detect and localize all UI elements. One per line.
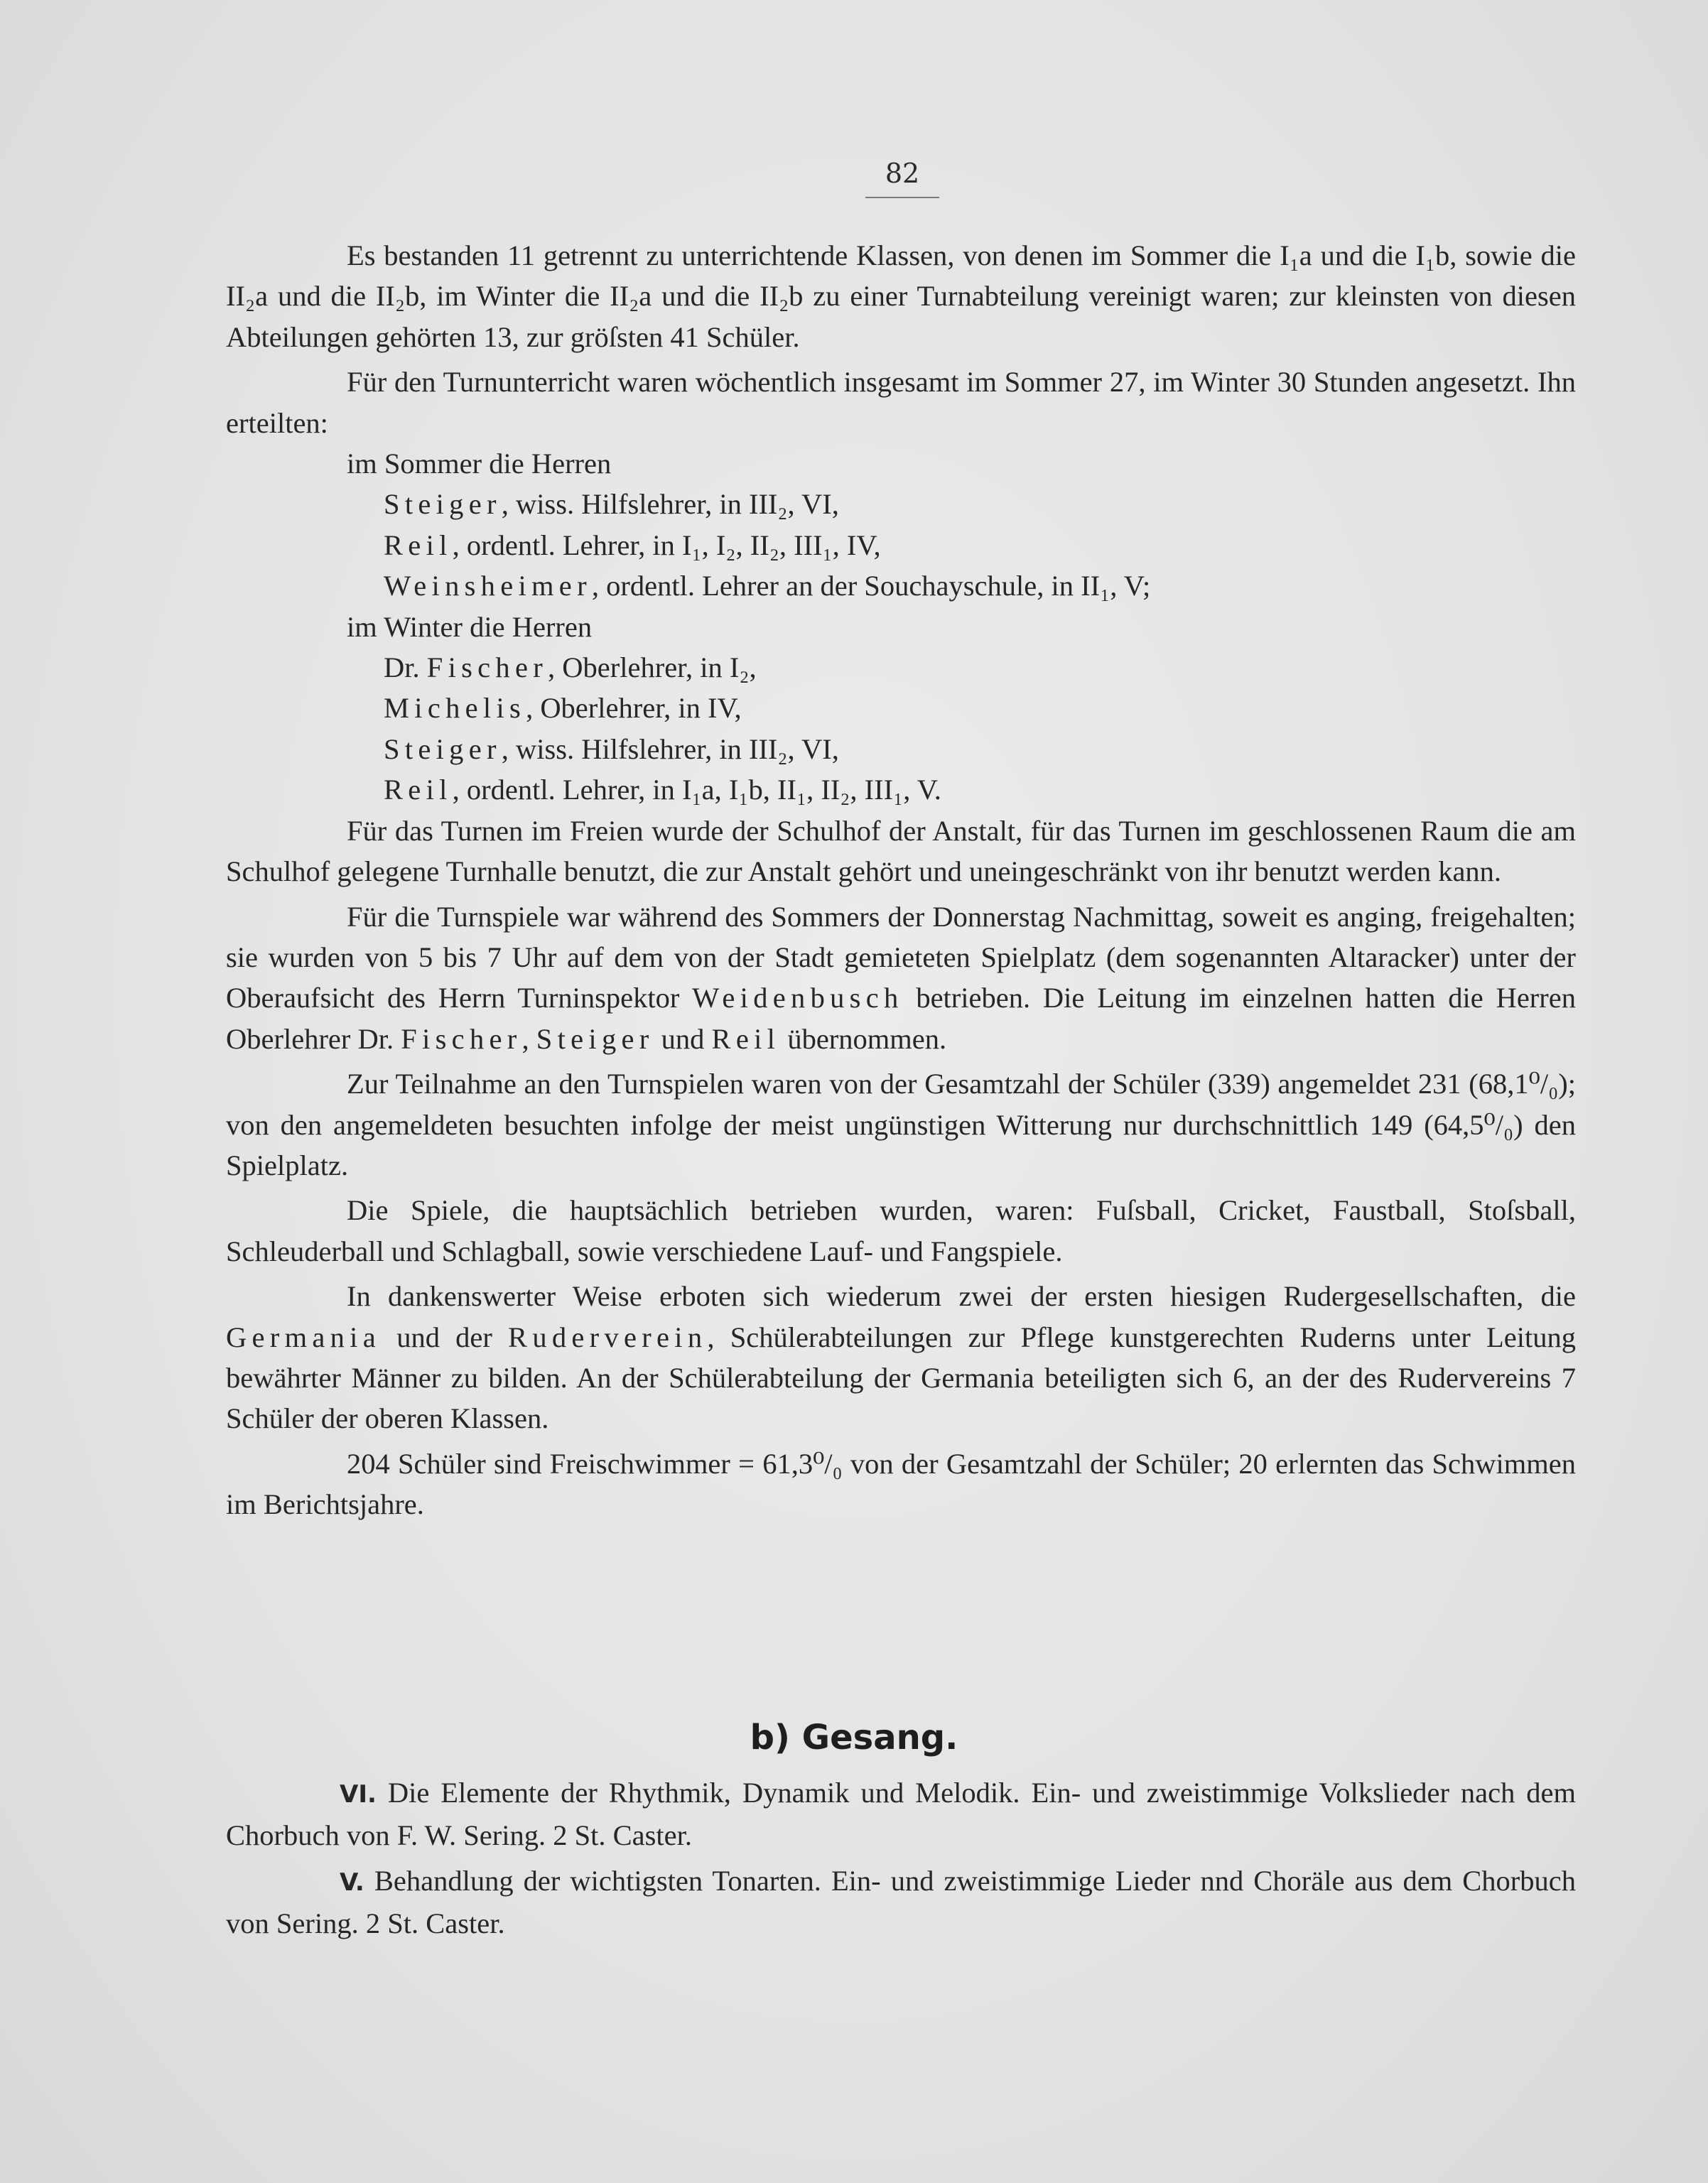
gesang-entry [226, 1860, 1576, 1944]
winter-label: im Winter die Herren [347, 610, 593, 643]
text-run: und [654, 1022, 712, 1055]
text-run: betrieben. Die Leitung im einzelnen hatten die Herren Oberlehrer Dr. [226, 982, 1576, 1055]
teacher-details: , Oberlehrer, in IV, [526, 692, 742, 725]
paragraph-turnspiele [226, 897, 1576, 1060]
winter-teacher [226, 769, 1576, 810]
text-run: In dankenswerter Weise erboten sich wiederum zwei der ersten hiesigen Rudergesellschaften, die [347, 1280, 1576, 1313]
teacher-name: Reil [384, 529, 453, 561]
teacher-name: Weinsheimer [384, 570, 592, 602]
person-name: Fischer [401, 1022, 522, 1055]
summer-teacher [226, 565, 1576, 606]
teacher-name: Steiger [384, 488, 502, 521]
section-heading: b) Gesang. [750, 1718, 958, 1757]
text-run: und der [381, 1321, 509, 1353]
teacher-details: , wiss. Hilfslehrer, in III₂, VI, [501, 488, 839, 521]
text-run: , [521, 1022, 536, 1055]
gesang-section [226, 1772, 1576, 1949]
paragraph-classes: Es bestanden 11 getrennt zu unterrichtende Klassen, von denen im Sommer die I₁a und die I₁b, sowie die II₂a und die II₂b, im Winter die II₂a und die II₂b zu einer Turnabteilung vereinigt waren; zur kleinsten von diesen Abteilungen gehörten 13, zur gröſsten 41 Schüler. [226, 239, 1576, 353]
teacher-details: , Oberlehrer, in I₂, [548, 651, 757, 684]
summer-label: im Sommer die Herren [347, 448, 612, 480]
teacher-details: , ordentl. Lehrer an der Souchayschule, in II₁, V; [591, 570, 1151, 602]
teacher-name: Fischer [426, 651, 548, 684]
text-run: übernommen. [780, 1022, 947, 1055]
winter-teacher [226, 729, 1576, 769]
page-number: 82 [885, 158, 920, 189]
winter-teacher [226, 647, 1576, 688]
paragraph-participation: Zur Teilnahme an den Turnspielen waren von der Gesamtzahl der Schüler (339) angemeldet 231 (68,1⁰/₀); von den angemeldeten besuchten infolge der meist ungünstigen Witterung nur durchschnittlich 149 (64,5⁰/₀) den Spielplatz. [226, 1068, 1576, 1181]
text-run: , Schülerabteilungen zur Pflege kunstgerechten Ruderns unter Leitung bewährter Männer zu bilden. An der Schülerabteilung der Germania beteiligten sich 6, an der des Rudervereins 7 Schüler der oberen Klassen. [226, 1321, 1576, 1435]
paragraph-hours: Für den Turnunterricht waren wöchentlich insgesamt im Sommer 27, im Winter 30 Stunden angesetzt. Ihn erteilten: [226, 366, 1576, 439]
teacher-details: , ordentl. Lehrer, in I₁a, I₁b, II₁, II₂, III₁, V. [452, 774, 941, 806]
person-name: Weidenbusch [692, 982, 904, 1014]
class-label: VI. [340, 1780, 377, 1809]
paragraph-games: Die Spiele, die hauptsächlich betrieben wurden, waren: Fuſsball, Cricket, Faustball, Stoſsball, Schleuderball und Schlagball, sowie verschiedene Lauf- und Fangspiele. [226, 1194, 1576, 1267]
entry-text: Die Elemente der Rhythmik, Dynamik und Melodik. Ein- und zweistimmige Volkslieder nach dem Chorbuch von F. W. Sering. 2 St. Caster. [226, 1777, 1576, 1852]
gesang-entry [226, 1772, 1576, 1856]
teacher-name: Michelis [384, 692, 526, 725]
teacher-name: Steiger [384, 732, 502, 765]
class-label: V. [340, 1868, 364, 1897]
page-number-rule [865, 197, 939, 198]
text-run: Für die Turnspiele war während des Sommers der Donnerstag Nachmittag, soweit es anging, freigehalten; sie wurden von 5 bis 7 Uhr auf dem von der Stadt gemieteten Spielplatz (dem sogenannten Altaracker) unter der Oberaufsicht des Herrn Turninspektor [226, 900, 1576, 1014]
winter-teacher [226, 688, 1576, 728]
paragraph-rowing [226, 1276, 1576, 1439]
teacher-details: , ordentl. Lehrer, in I₁, I₂, II₂, III₁, IV, [452, 529, 881, 561]
club-name: Ruderverein [508, 1321, 708, 1353]
club-name: Germania [226, 1321, 381, 1353]
person-name: Reil [711, 1022, 781, 1055]
teacher-prefix: Dr. [384, 651, 427, 684]
paragraph-swimming: 204 Schüler sind Freischwimmer = 61,3⁰/₀ von der Gesamtzahl der Schüler; 20 erlernten das Schwimmen im Berichtsjahre. [226, 1447, 1576, 1521]
entry-text: Behandlung der wichtigsten Tonarten. Ein- und zweistimmige Lieder nnd Choräle aus dem Chorbuch von Sering. 2 St. Caster. [226, 1864, 1576, 1940]
summer-teacher [226, 484, 1576, 524]
teacher-name: Reil [384, 774, 453, 806]
summer-teacher [226, 525, 1576, 565]
turnen-report [226, 235, 1576, 1525]
paragraph-turnhalle: Für das Turnen im Freien wurde der Schulhof der Anstalt, für das Turnen im geschlossenen Raum die am Schulhof gelegene Turnhalle benutzt, die zur Anstalt gehört und uneingeschränkt von ihr benutzt werden kann. [226, 814, 1576, 888]
person-name: Steiger [536, 1022, 654, 1055]
teacher-details: , wiss. Hilfslehrer, in III₂, VI, [501, 732, 839, 765]
